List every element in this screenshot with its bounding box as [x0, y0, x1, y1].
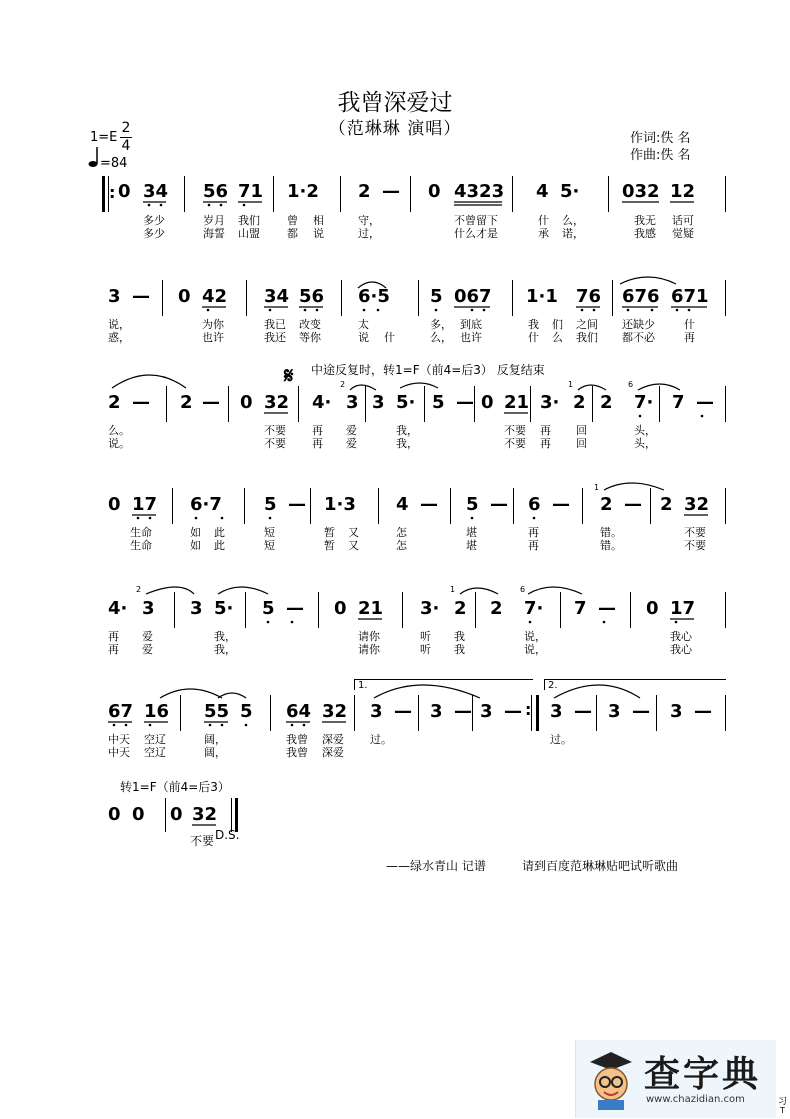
lyric: 听 [420, 643, 431, 656]
lyric: 之间 [576, 318, 598, 331]
lyric: 说 [358, 331, 369, 344]
note: 0 [428, 181, 441, 202]
lyric: 么。 [108, 424, 130, 437]
note: 0 [132, 804, 145, 825]
lyric: 曾 [287, 214, 298, 227]
note: 5· [214, 598, 234, 619]
lyric: 不要 [190, 834, 215, 848]
lyricist: 作词:佚 名 [630, 131, 691, 146]
lyric: 短 [264, 526, 275, 539]
ds-mark: D.S. [215, 828, 240, 842]
note: 56 [299, 286, 325, 307]
note: 0 [334, 598, 347, 619]
note: 4 [536, 181, 549, 202]
song-title: 我曾深爱过 [337, 90, 453, 116]
lyric: 爱 [142, 643, 153, 656]
lyric: 还缺少 [622, 318, 655, 331]
tempo-mark: =84 [100, 156, 128, 171]
lyric: 回 [576, 437, 587, 450]
lyric: 我们 [576, 331, 598, 344]
lyric: 多少 [143, 227, 165, 240]
lyric: 什 [684, 318, 695, 331]
lyric: 什 [538, 214, 549, 227]
lyric: 我， [396, 437, 418, 450]
grace-note: 1 [568, 380, 574, 389]
note: 4· [108, 598, 128, 619]
note: 0 [178, 286, 191, 307]
lyric: 再 [108, 630, 119, 643]
lyric: 我们 [238, 214, 260, 227]
note: 76 [576, 286, 602, 307]
note: 56 [203, 181, 229, 202]
note: 2 [180, 392, 193, 413]
note: — [202, 392, 220, 413]
lyric: 又 [348, 526, 359, 539]
note: 16 [144, 701, 170, 722]
note: 0 [646, 598, 659, 619]
note: — [598, 598, 616, 619]
lyric: 不要 [504, 424, 526, 437]
note: 032 [622, 181, 660, 202]
note: — [288, 494, 306, 515]
lyric: 我 [454, 643, 465, 656]
note: 6·5 [358, 286, 390, 307]
grace-note: 2 [136, 585, 142, 594]
note: 5 [466, 494, 479, 515]
lyric: 中天 [108, 746, 130, 759]
lyric: 头， [634, 424, 656, 437]
lyric: 惑， [108, 331, 130, 344]
note: 2 [600, 494, 613, 515]
lyric: 再 [528, 526, 539, 539]
lyric: 不曾留下 [454, 214, 498, 227]
note: 3 [190, 598, 203, 619]
note: 4· [312, 392, 332, 413]
lyric: 错。 [600, 539, 622, 552]
note: 5 [432, 392, 445, 413]
transcriber-credit: ——绿水青山 记谱 [386, 859, 486, 873]
note: 5· [396, 392, 416, 413]
key-signature: 1=E [90, 130, 118, 145]
note: 32 [684, 494, 710, 515]
note: 3 [480, 701, 493, 722]
lyric: 空辽 [144, 733, 166, 746]
lyric: 我曾 [286, 733, 308, 746]
lyric: 再 [312, 424, 323, 437]
lyric: 为你 [202, 318, 224, 331]
volta-1-label: 1. [358, 680, 368, 691]
lyric: 此 [214, 526, 225, 539]
note: 0 [240, 392, 253, 413]
lyric: 说， [524, 643, 546, 656]
note: — [286, 598, 304, 619]
note: — [490, 494, 508, 515]
time-sig-top: 2 [121, 120, 131, 136]
note: 34 [264, 286, 290, 307]
note: 17 [132, 494, 158, 515]
lyric: 什 [384, 331, 395, 344]
lyric: 堪 [466, 539, 477, 552]
note: 17 [670, 598, 696, 619]
note: 2 [108, 392, 121, 413]
lyric: 回 [576, 424, 587, 437]
lyric: 再 [108, 643, 119, 656]
grace-note: 1 [450, 585, 456, 594]
note: 5 [430, 286, 443, 307]
lyric: 再 [312, 437, 323, 450]
note: 2 [573, 392, 586, 413]
time-sig-bottom: 4 [121, 138, 131, 154]
lyric: 短 [264, 539, 275, 552]
lyric: 改变 [299, 318, 321, 331]
lyric: 也许 [460, 331, 482, 344]
note: 3 [346, 392, 359, 413]
lyric: 再 [540, 437, 551, 450]
lyric: 暂 [324, 526, 335, 539]
lyric: 说。 [108, 437, 130, 450]
lyric: 我曾 [286, 746, 308, 759]
lyric: 承 [538, 227, 549, 240]
segno-instruction: 中途反复时，转1=F（前4=后3） 反复结束 [311, 363, 545, 377]
note: — [454, 701, 472, 722]
note: 64 [286, 701, 312, 722]
note: 7 [574, 598, 587, 619]
lyric: 诺， [562, 227, 584, 240]
note: — [694, 701, 712, 722]
lyric: 过。 [370, 733, 392, 746]
lyric: 守， [358, 214, 380, 227]
logo-url: www.chazidian.com [646, 1094, 745, 1105]
lyric: 到底 [460, 318, 482, 331]
lyric: 暂 [324, 539, 335, 552]
note: 0 [170, 804, 183, 825]
lyric: 我心 [670, 643, 692, 656]
side-mark: 习 [778, 1097, 788, 1107]
note: — [696, 392, 714, 413]
note: — [420, 494, 438, 515]
note: 21 [358, 598, 384, 619]
lyric: 多， [430, 318, 452, 331]
note: 3 [430, 701, 443, 722]
lyric: 再 [528, 539, 539, 552]
lyric: 错。 [600, 526, 622, 539]
logo-name: 查字典 [644, 1054, 762, 1095]
lyric: 都不必 [622, 331, 655, 344]
note: 1·3 [324, 494, 356, 515]
lyric: 说， [524, 630, 546, 643]
lyric: 我感 [634, 227, 656, 240]
lyric: 说 [313, 227, 324, 240]
note: 3· [540, 392, 560, 413]
lyric: 太 [358, 318, 369, 331]
lyric: 我还 [264, 331, 286, 344]
note: — [132, 392, 150, 413]
note: 32 [322, 701, 348, 722]
note: 6·7 [190, 494, 222, 515]
note: 3 [670, 701, 683, 722]
lyric: 阔， [204, 733, 226, 746]
side-mark: T [780, 1106, 785, 1115]
lyric: 生命 [130, 539, 152, 552]
note: 21 [504, 392, 530, 413]
note: — [624, 494, 642, 515]
lyric: 我， [214, 630, 236, 643]
lyric: 头， [634, 437, 656, 450]
composer: 作曲:佚 名 [630, 148, 691, 163]
note: — [132, 286, 150, 307]
lyric: 爱 [346, 437, 357, 450]
note: 4 [396, 494, 409, 515]
lyric: 深爱 [322, 746, 344, 759]
note: 0 [108, 804, 121, 825]
listen-note: 请到百度范琳琳贴吧试听歌曲 [522, 859, 679, 873]
lyric: 怎 [396, 526, 407, 539]
note: 4323 [454, 181, 505, 202]
lyric: 再 [540, 424, 551, 437]
note: 5 [240, 701, 253, 722]
lyric: 请你 [358, 630, 380, 643]
note: 71 [238, 181, 264, 202]
lyric: 我 [528, 318, 539, 331]
lyric: 什 [528, 331, 539, 344]
volta-2-label: 2. [548, 680, 558, 691]
note: — [382, 181, 400, 202]
note: 3· [420, 598, 440, 619]
note: 2 [600, 392, 613, 413]
note: 42 [202, 286, 228, 307]
note: 3 [608, 701, 621, 722]
lyric: 空辽 [144, 746, 166, 759]
lyric: 我心 [670, 630, 692, 643]
lyric: 请你 [358, 643, 380, 656]
grace-note: 2 [340, 380, 346, 389]
lyric: 说， [108, 318, 130, 331]
lyric: 山盟 [238, 227, 260, 240]
lyric: 听 [420, 630, 431, 643]
lyric: 话可 [672, 214, 694, 227]
lyric: 堪 [466, 526, 477, 539]
note: 2 [358, 181, 371, 202]
lyric: 么， [430, 331, 452, 344]
lyric: 们 [552, 318, 563, 331]
lyric: 又 [348, 539, 359, 552]
note: 3 [372, 392, 385, 413]
lyric: 多少 [143, 214, 165, 227]
grace-note: 1 [594, 483, 600, 492]
note: 671 [671, 286, 709, 307]
note: 67 [108, 701, 134, 722]
note: — [632, 701, 650, 722]
note: 5· [560, 181, 580, 202]
lyric: 生命 [130, 526, 152, 539]
lyric: 我已 [264, 318, 286, 331]
note: 6 [528, 494, 541, 515]
note: 55 [204, 701, 230, 722]
site-logo [575, 1040, 776, 1118]
note: 0 [118, 181, 131, 202]
note: 067 [454, 286, 492, 307]
note: 3 [550, 701, 563, 722]
lyric: 不要 [684, 539, 706, 552]
note: 5 [264, 494, 277, 515]
lyric: 如 [190, 526, 201, 539]
lyric: 海誓 [203, 227, 225, 240]
note: — [394, 701, 412, 722]
note: 0 [481, 392, 494, 413]
note: 2 [490, 598, 503, 619]
note: — [574, 701, 592, 722]
lyric: 再 [684, 331, 695, 344]
lyric: 阔， [204, 746, 226, 759]
grace-note: 6 [628, 380, 634, 389]
modulation-note: 转1=F（前4=后3） [120, 780, 230, 794]
note: 3 [370, 701, 383, 722]
note: — [504, 701, 522, 722]
lyric: 中天 [108, 733, 130, 746]
lyric: 爱 [346, 424, 357, 437]
lyric: 等你 [299, 331, 321, 344]
note: 7· [634, 392, 654, 413]
segno-icon: 𝄋 [284, 364, 294, 389]
note: 34 [143, 181, 169, 202]
note: 2 [660, 494, 673, 515]
lyric: 怎 [396, 539, 407, 552]
grace-note: 6 [520, 585, 526, 594]
note: — [552, 494, 570, 515]
note: 2 [454, 598, 467, 619]
lyric: 岁月 [203, 214, 225, 227]
lyric: 不要 [264, 437, 286, 450]
lyric: 么， [562, 214, 584, 227]
lyric: 我 [454, 630, 465, 643]
lyric: 什么才是 [454, 227, 498, 240]
note: 676 [622, 286, 660, 307]
note: 7 [672, 392, 685, 413]
lyric: 不要 [264, 424, 286, 437]
singer-credit: （范琳琳 演唱） [328, 119, 462, 139]
note: 3 [142, 598, 155, 619]
lyric: 觉疑 [672, 227, 694, 240]
note: 1·2 [287, 181, 319, 202]
lyric: 过， [358, 227, 380, 240]
lyric: 爱 [142, 630, 153, 643]
lyric: 如 [190, 539, 201, 552]
lyric: 相 [313, 214, 324, 227]
note: 0 [108, 494, 121, 515]
note: — [456, 392, 474, 413]
lyric: 我， [396, 424, 418, 437]
note: 32 [264, 392, 290, 413]
lyric: 都 [287, 227, 298, 240]
lyric: 不要 [504, 437, 526, 450]
lyric: 也许 [202, 331, 224, 344]
note: 3 [108, 286, 121, 307]
note: 1·1 [526, 286, 558, 307]
mascot-icon [584, 1046, 638, 1112]
lyric: 深爱 [322, 733, 344, 746]
lyric: 么 [552, 331, 563, 344]
lyric: 我无 [634, 214, 656, 227]
lyric: 过。 [550, 733, 572, 746]
lyric: 此 [214, 539, 225, 552]
note: 12 [670, 181, 696, 202]
note: 7· [524, 598, 544, 619]
lyric: 我， [214, 643, 236, 656]
lyric: 不要 [684, 526, 706, 539]
note: 5 [262, 598, 275, 619]
note: 32 [192, 804, 218, 825]
